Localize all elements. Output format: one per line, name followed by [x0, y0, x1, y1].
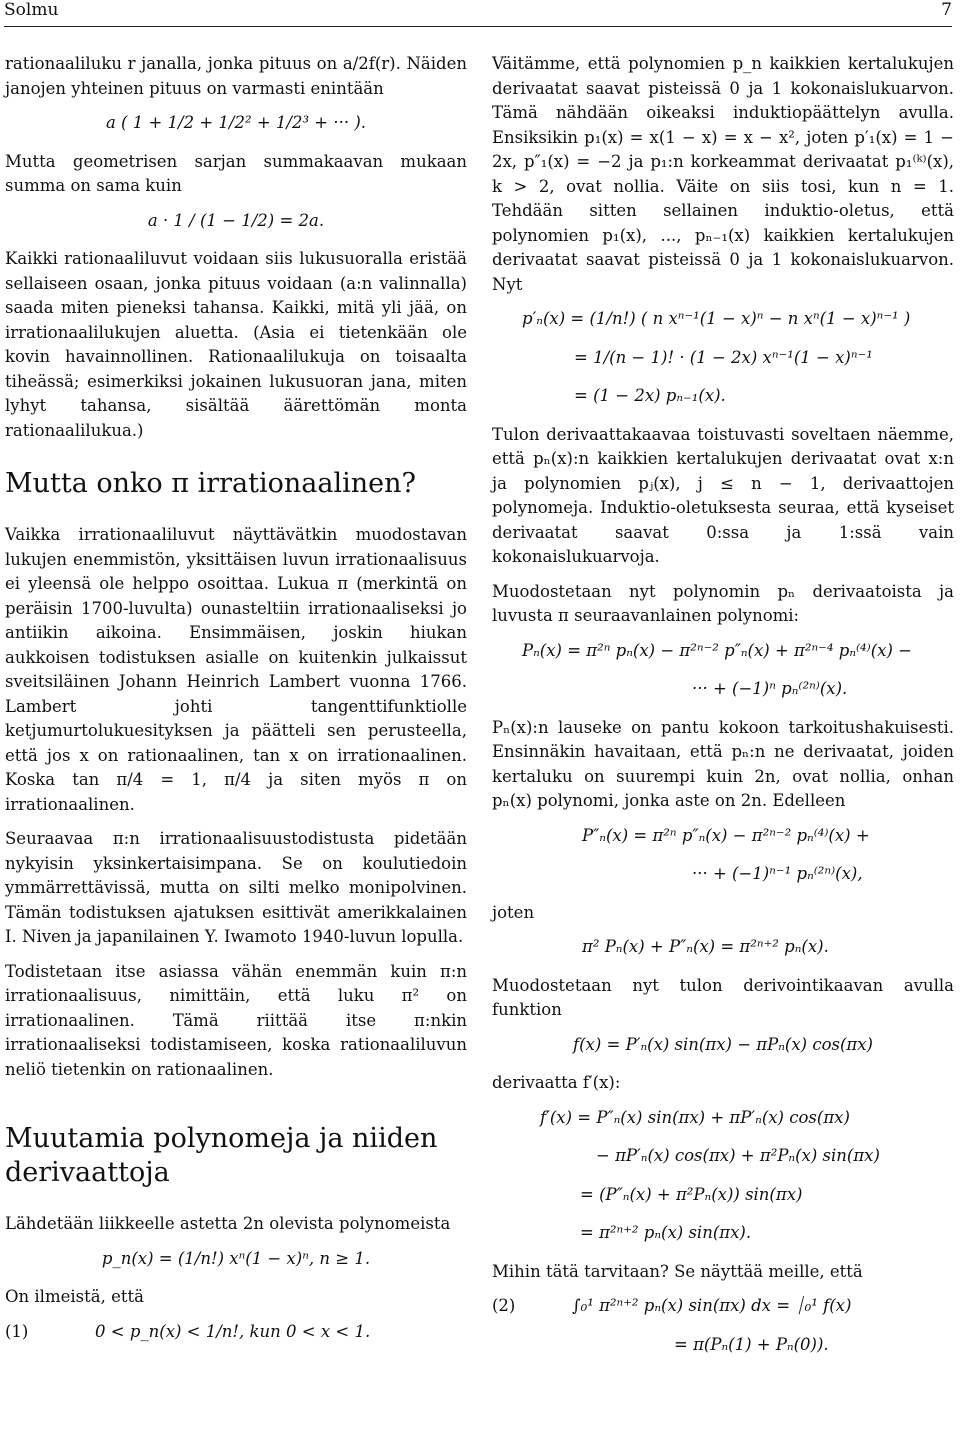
page-number: 7: [941, 0, 952, 20]
paragraph: rationaaliluku r janalla, jonka pituus on a/2f(r). Näiden janojen yhteinen pituus on varmasti enintään: [5, 54, 467, 98]
equation: − πP′ₙ(x) cos(πx) + π²Pₙ(x) sin(πx): [596, 1146, 880, 1165]
equation-number: (1): [5, 1321, 29, 1341]
equation: = (P″ₙ(x) + π²Pₙ(x)) sin(πx): [580, 1184, 803, 1204]
section-heading: Mutta onko π irrationaalinen?: [5, 468, 416, 499]
paragraph: Väitämme, että polynomien p_n kaikkien kertalukujen derivaatat saavat pisteissä 0 ja 1 kokonaislukuarvon. Tämä nähdään oikeaksi induktiopäättelyn avulla. Ensiksikin p₁(x) = x(1 − x) = x − x², joten p′₁(x) = 1 − 2x, p″₁(x) = −2 ja p₁:n korkeammat derivaatat p₁⁽ᵏ⁾(x), k > 2, ovat nollia. Väite on siis tosi, kun n = 1. Tehdään sitten sellainen induktio-oletus, että polynomien p₁(x), ..., pₙ₋₁(x) kaikkien kertalukujen derivaatat saavat pisteissä 0 ja 1 kokonaislukuarvon. Nyt: [492, 54, 954, 294]
equation: Pₙ(x) = π²ⁿ pₙ(x) − π²ⁿ⁻² p″ₙ(x) + π²ⁿ⁻⁴ pₙ⁽⁴⁾(x) −: [522, 640, 912, 660]
paragraph: Vaikka irrationaaliluvut näyttävätkin muodostavan lukujen enemmistön, yksittäisen luvun irrationaalisuus ei yleensä ole helppo osoittaa. Lukua π (merkintä on peräisin 1700-luvulta) ounasteltiin irrationaaliseksi jo antiikin aikoina. Ensimmäisen, joskin hiukan aukkoisen todistuksen asialle on kuitenkin julkaissut sveitsiläinen Johann Heinrich Lambert vuonna 1766. Lambert johti tangenttifunktiolle ketjumurtolukuesityksen ja päätteli sen perusteella, että jos x on rationaalinen, tan x on irrationaalinen. Koska tan π/4 = 1, π/4 ja siten myös π on irrationaalinen.: [5, 525, 467, 814]
paragraph: Mihin tätä tarvitaan? Se näyttää meille, että: [492, 1261, 863, 1281]
equation: = 1/(n − 1)! · (1 − 2x) xⁿ⁻¹(1 − x)ⁿ⁻¹: [574, 347, 873, 367]
equation: a ( 1 + 1/2 + 1/2² + 1/2³ + ··· ).: [105, 113, 367, 132]
paragraph: Todistetaan itse asiassa vähän enemmän kuin π:n irrationaalisuus, nimittäin, että luku π² on irrationaalinen. Tämä riittää itse π:nkin irrationaaliseksi todistamiseen, koska rationaaliluvun neliö tietenkin on rationaalinen.: [5, 961, 467, 1079]
equation: ··· + (−1)ⁿ⁻¹ pₙ⁽²ⁿ⁾(x),: [692, 864, 863, 883]
paragraph: Muodostetaan nyt polynomin pₙ derivaatoista ja luvusta π seuraavanlainen polynomi:: [492, 581, 954, 625]
numbered-equation: [492, 1294, 954, 1319]
section-heading: Muutamia polynomeja ja niiden derivaattoja: [5, 1123, 438, 1188]
header-rule: [4, 26, 952, 27]
equation: = (1 − 2x) pₙ₋₁(x).: [574, 386, 726, 405]
paragraph: Muodostetaan nyt tulon derivointikaavan avulla funktion: [492, 975, 954, 1019]
connective: joten: [492, 902, 535, 922]
equation: P″ₙ(x) = π²ⁿ p″ₙ(x) − π²ⁿ⁻² pₙ⁽⁴⁾(x) +: [582, 825, 870, 845]
equation: f(x) = P′ₙ(x) sin(πx) − πPₙ(x) cos(πx): [573, 1034, 873, 1054]
running-header: [4, 0, 952, 24]
right-column: [492, 52, 954, 1371]
equation: 0 < p_n(x) < 1/n!, kun 0 < x < 1.: [95, 1321, 371, 1341]
equation: π² Pₙ(x) + P″ₙ(x) = π²ⁿ⁺² pₙ(x).: [582, 937, 829, 956]
paragraph: Mutta geometrisen sarjan summakaavan mukaan summa on sama kuin: [5, 151, 467, 195]
equation: = π(Pₙ(1) + Pₙ(0)).: [674, 1334, 829, 1354]
paragraph: derivaatta f′(x):: [492, 1073, 621, 1092]
equation-number: (2): [492, 1296, 516, 1315]
paragraph: Lähdetään liikkeelle astetta 2n olevista polynomeista: [5, 1214, 451, 1233]
paragraph: Tulon derivaattakaavaa toistuvasti soveltaen näemme, että pₙ(x):n kaikkien kertalukujen derivaatat ovat x:n ja polynomien pⱼ(x), j ≤ n − 1, derivaattojen polynomeja. Induktio-oletuksesta seuraa, että kyseiset derivaatat saavat 0:ssa ja 1:ssä vain kokonaislukuarvoja.: [492, 424, 954, 566]
paragraph: Pₙ(x):n lauseke on pantu kokoon tarkoitushakuisesti. Ensinnäkin havaitaan, että pₙ:n ne derivaatat, joiden kertaluku on suurempi kuin 2n, ovat nollia, onhan pₙ(x) polynomi, jonka aste on 2n. Edelleen: [492, 717, 954, 810]
header-section: Solmu: [4, 0, 59, 20]
equation: p′ₙ(x) = (1/n!) ( n xⁿ⁻¹(1 − x)ⁿ − n xⁿ(1 − x)ⁿ⁻¹ ): [522, 309, 911, 328]
left-column: [5, 52, 467, 1358]
numbered-equation: [5, 1320, 467, 1345]
paragraph: Seuraavaa π:n irrationaalisuustodistusta pidetään nykyisin yksinkertaisimpana. Se on koulutiedoin ymmärrettävissä, mutta on silti melko monipolvinen. Tämän todistuksen ajatuksen esittivät amerikkalainen I. Niven ja japanilainen Y. Iwamoto 1940-luvun lopulla.: [5, 829, 467, 946]
equation: a · 1 / (1 − 1/2) = 2a.: [147, 210, 325, 230]
equation: ∫₀¹ π²ⁿ⁺² pₙ(x) sin(πx) dx = ⏐₀¹ f(x): [572, 1296, 852, 1315]
paragraph: Kaikki rationaaliluvut voidaan siis lukusuoralla eristää sellaiseen osaan, jonka pituus voidaan (a:n valinnalla) saada miten pieneksi tahansa. Kaikki, mitä yli jää, on irrationaalilukujen aluetta. (Asia ei tietenkään ole kovin havainnollinen. Rationaalilukuja on toisaalta tiheässä; esimerkiksi jokainen lukusuoran jana, miten lyhyt tahansa, sisältää äärettömän monta rationaalilukua.): [5, 249, 467, 440]
paragraph: On ilmeistä, että: [5, 1287, 144, 1306]
equation: = π²ⁿ⁺² pₙ(x) sin(πx).: [580, 1223, 752, 1242]
equation: ··· + (−1)ⁿ pₙ⁽²ⁿ⁾(x).: [692, 679, 848, 698]
equation: f′(x) = P″ₙ(x) sin(πx) + πP′ₙ(x) cos(πx): [540, 1107, 850, 1127]
equation: p_n(x) = (1/n!) xⁿ(1 − x)ⁿ, n ≥ 1.: [101, 1248, 371, 1268]
